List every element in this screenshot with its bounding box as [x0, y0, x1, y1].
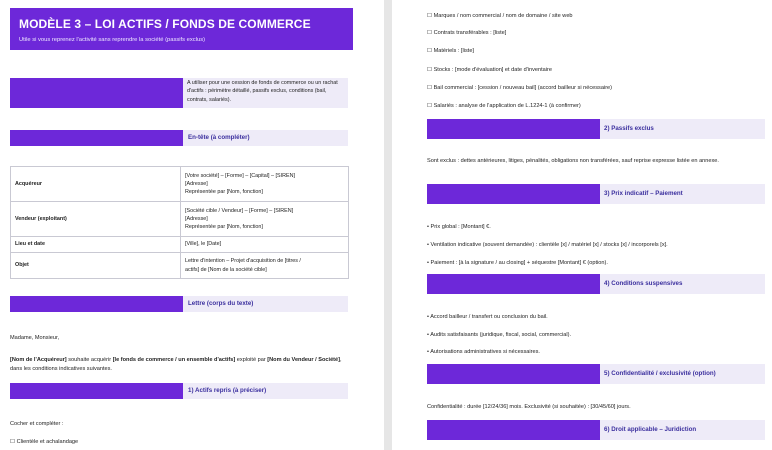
- section-2-title: 2) Passifs exclus: [604, 125, 654, 132]
- section-header-title: En-tête (à compléter): [188, 134, 250, 141]
- checklist-item: ☐ Clientèle et achalandage: [10, 439, 79, 445]
- checklist-item: ☐ Matériels : [liste]: [427, 48, 474, 54]
- checklist-item: ☐ Salariés : analyse de l'application de L.1224-1 (à confirmer): [427, 103, 581, 109]
- checklist-item: ☐ Marques / nom commercial / nom de domaine / site web: [427, 13, 573, 19]
- row-value: [Société cible / Vendeur] – [Forme] – [SIREN] [Adresse] Représentée par [Nom, fonction]: [181, 202, 349, 237]
- check-intro: Cocher et compléter :: [10, 421, 64, 427]
- section-4-accent: [427, 274, 600, 294]
- section-5-accent: [427, 364, 600, 384]
- table-row: [11, 167, 349, 202]
- section-3-accent: [427, 184, 600, 204]
- checklist-item: ☐ Stocks : [mode d'évaluation] et date d'inventaire: [427, 67, 553, 73]
- section-assets-bar: [183, 383, 348, 399]
- list-item: • Accord bailleur / transfert ou conclusion du bail.: [427, 314, 548, 320]
- list-item: • Ventilation indicative (souvent demandée) : clientèle [x] / matériel [x] / stocks [x] / incorporels [x].: [427, 242, 668, 248]
- row-value: [Votre société] – [Forme] – [Capital] – [SIREN] [Adresse] Représentée par [Nom, fonction]: [181, 167, 349, 202]
- section-letter-accent: [10, 296, 183, 312]
- section-assets-accent: [10, 383, 183, 399]
- page-left: [0, 0, 384, 450]
- checklist-item: ☐ Contrats transférables : [liste]: [427, 30, 507, 36]
- table-row: [11, 253, 349, 279]
- section-header-bar: [183, 130, 348, 146]
- greeting: Madame, Monsieur,: [10, 335, 60, 341]
- list-item: • Prix global : [Montant] €.: [427, 224, 491, 230]
- page-right: [392, 0, 772, 450]
- section-2-accent: [427, 119, 600, 139]
- section-2-bar: [600, 119, 765, 139]
- table-row: [11, 237, 349, 253]
- section-letter-title: Lettre (corps du texte): [188, 300, 254, 307]
- row-value: [Ville], le [Date]: [181, 237, 349, 253]
- section-5-text: Confidentialité : durée [12/24/36] mois. Exclusivité (si souhaitée) : [30/45/60] jours.: [427, 404, 631, 410]
- row-label: Vendeur (exploitant): [11, 202, 181, 237]
- section-header-accent: [10, 130, 183, 146]
- page-subtitle: Utile si vous reprenez l'activité sans reprendre la société (passifs exclus): [19, 37, 206, 43]
- title-banner: [10, 8, 353, 50]
- section-6-accent: [427, 420, 600, 440]
- page-title: MODÈLE 3 – LOI ACTIFS / FONDS DE COMMERCE: [19, 17, 311, 31]
- intro-text: A utiliser pour une cession de fonds de commerce ou un rachat d'actifs : périmètre détaillé, passifs exclus, conditions (bail, contrats, salariés).: [183, 78, 348, 108]
- table-row: [11, 202, 349, 237]
- list-item: • Paiement : [à la signature / au closing] + séquestre [Montant] € (option).: [427, 260, 608, 266]
- row-label: Acquéreur: [11, 167, 181, 202]
- section-4-bar: [600, 274, 765, 294]
- section-assets-title: 1) Actifs repris (à préciser): [188, 387, 267, 394]
- section-6-title: 6) Droit applicable – Juridiction: [604, 426, 697, 433]
- section-2-text: Sont exclus : dettes antérieures, litiges, pénalités, obligations non transférées, sauf reprise expresse listée en annexe.: [427, 158, 719, 164]
- row-label: Lieu et date: [11, 237, 181, 253]
- section-letter-bar: [183, 296, 348, 312]
- section-5-title: 5) Confidentialité / exclusivité (option): [604, 370, 716, 377]
- list-item: • Audits satisfaisants (juridique, fiscal, social, commercial).: [427, 332, 572, 338]
- section-5-bar: [600, 364, 765, 384]
- section-3-bar: [600, 184, 765, 204]
- letter-paragraph: [Nom de l'Acquéreur] souhaite acquérir [le fonds de commerce / un ensemble d'actifs] exploité par [Nom du Vendeur / Société], dans les conditions indicatives suivantes.: [10, 357, 342, 372]
- row-value: Lettre d'intention – Projet d'acquisition de [titres / actifs] de [Nom de la société cible]: [181, 253, 349, 279]
- checklist-item: ☐ Bail commercial : [cession / nouveau bail] (accord bailleur si nécessaire): [427, 85, 613, 91]
- row-label: Objet: [11, 253, 181, 279]
- details-table: [10, 166, 349, 279]
- intro-accent: [10, 78, 183, 108]
- section-3-title: 3) Prix indicatif – Paiement: [604, 190, 683, 197]
- section-6-bar: [600, 420, 765, 440]
- section-4-title: 4) Conditions suspensives: [604, 280, 683, 287]
- list-item: • Autorisations administratives si nécessaires.: [427, 349, 540, 355]
